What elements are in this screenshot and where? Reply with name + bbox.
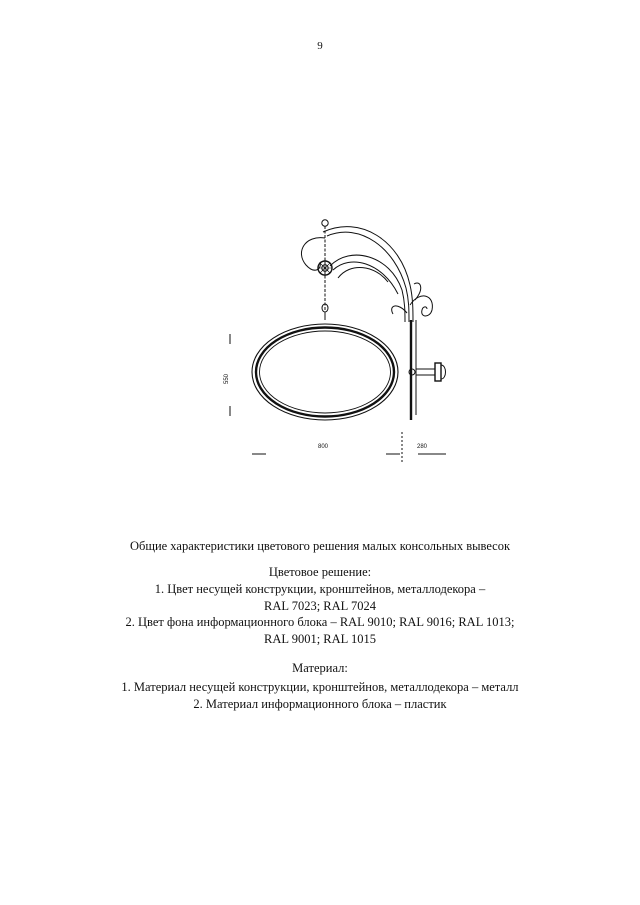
height-label: 550 <box>224 373 230 385</box>
color-item-1: 1. Цвет несущей конструкции, кронштейнов, металлодекора – <box>154 582 486 596</box>
material-heading: Материал: <box>292 661 348 675</box>
wall-mount <box>409 363 446 381</box>
page-number: 9 <box>317 40 323 52</box>
top-finial <box>322 220 328 226</box>
material-item-1: 1. Материал несущей конструкции, кронштейнов, металлодекора – металл <box>121 680 519 694</box>
section-title: Общие характеристики цветового решения малых консольных вывесок <box>129 539 511 553</box>
color-solution-heading: Цветовое решение: <box>268 565 372 579</box>
console-sign-drawing <box>210 210 470 470</box>
oval-sign-board <box>252 324 398 420</box>
color-item-2-values: RAL 9001; RAL 1015 <box>264 632 376 646</box>
width-label: 800 <box>317 444 329 450</box>
material-item-2: 2. Материал информационного блока – пластик <box>193 697 447 711</box>
offset-label: 280 <box>416 444 428 450</box>
color-item-1-values: RAL 7023; RAL 7024 <box>264 599 376 613</box>
color-item-2: 2. Цвет фона информационного блока – RAL 9010; RAL 9016; RAL 1013; <box>125 615 515 629</box>
